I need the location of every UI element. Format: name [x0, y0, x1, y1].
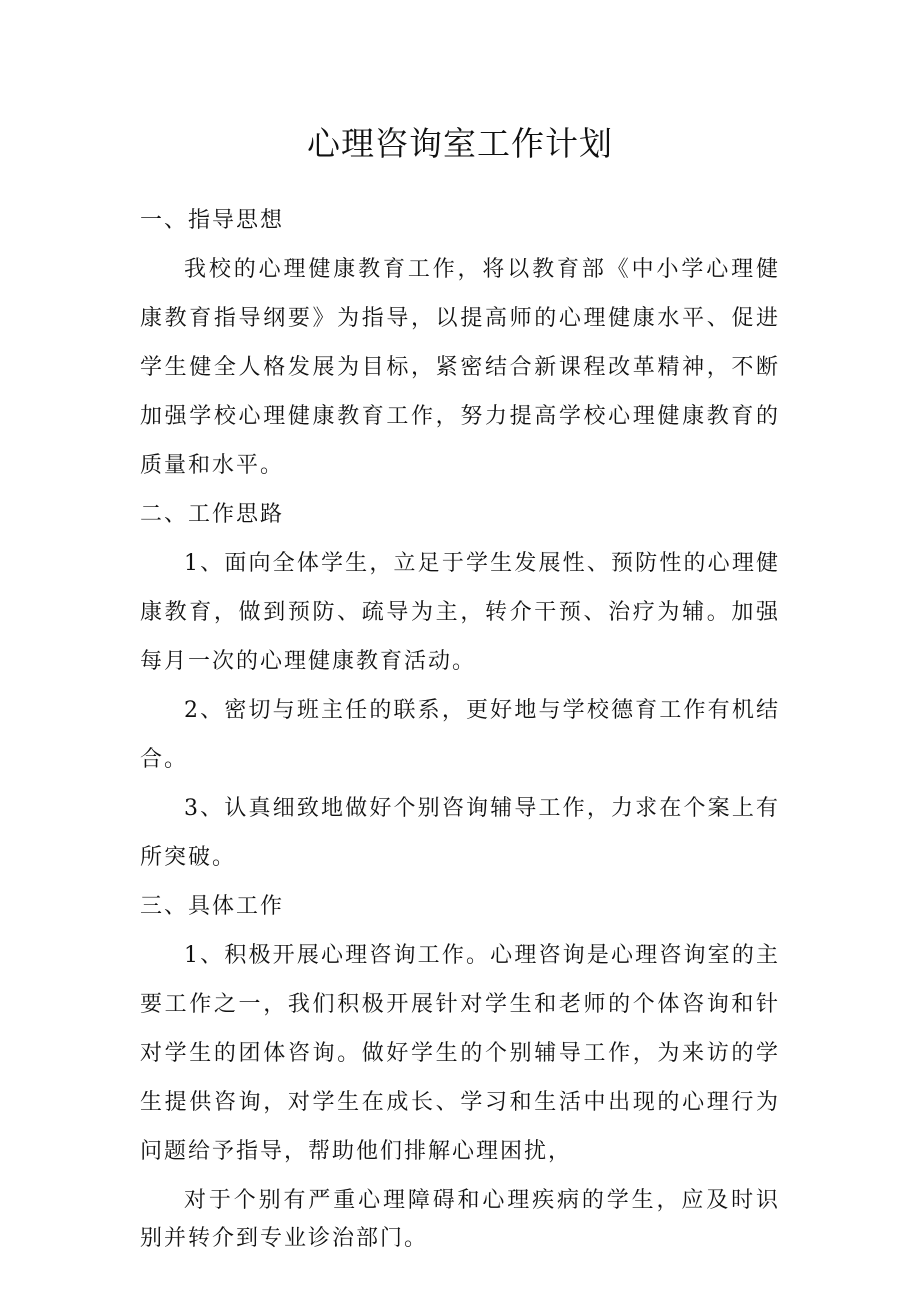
paragraph: 2、密切与班主任的联系，更好地与学校德育工作有机结合。 [140, 698, 780, 772]
document-body [140, 196, 780, 1258]
section-heading-guiding-thought: 一、指导思想 [140, 208, 285, 233]
section-heading-specific-work: 三、具体工作 [140, 894, 285, 919]
paragraph: 3、认真细致地做好个别咨询辅导工作，力求在个案上有所突破。 [140, 796, 780, 870]
paragraph: 1、面向全体学生，立足于学生发展性、预防性的心理健康教育，做到预防、疏导为主，转介干预、治疗为辅。加强每月一次的心理健康教育活动。 [140, 551, 780, 674]
paragraph: 对于个别有严重心理障碍和心理疾病的学生，应及时识别并转介到专业诊治部门。 [140, 1188, 780, 1251]
section-heading-work-ideas: 二、工作思路 [140, 502, 285, 527]
document-title: 心理咨询室工作计划 [307, 124, 613, 163]
paragraph: 1、积极开展心理咨询工作。心理咨询是心理咨询室的主要工作之一，我们积极开展针对学生和老师的个体咨询和针对学生的团体咨询。做好学生的个别辅导工作，为来访的学生提供咨询，对学生在成长、学习和生活中出现的心理行为问题给予指导，帮助他们排解心理困扰， [140, 943, 780, 1164]
paragraph: 我校的心理健康教育工作，将以教育部《中小学心理健康教育指导纲要》为指导，以提高师的心理健康水平、促进学生健全人格发展为目标，紧密结合新课程改革精神，不断加强学校心理健康教育工作，努力提高学校心理健康教育的质量和水平。 [140, 257, 780, 478]
